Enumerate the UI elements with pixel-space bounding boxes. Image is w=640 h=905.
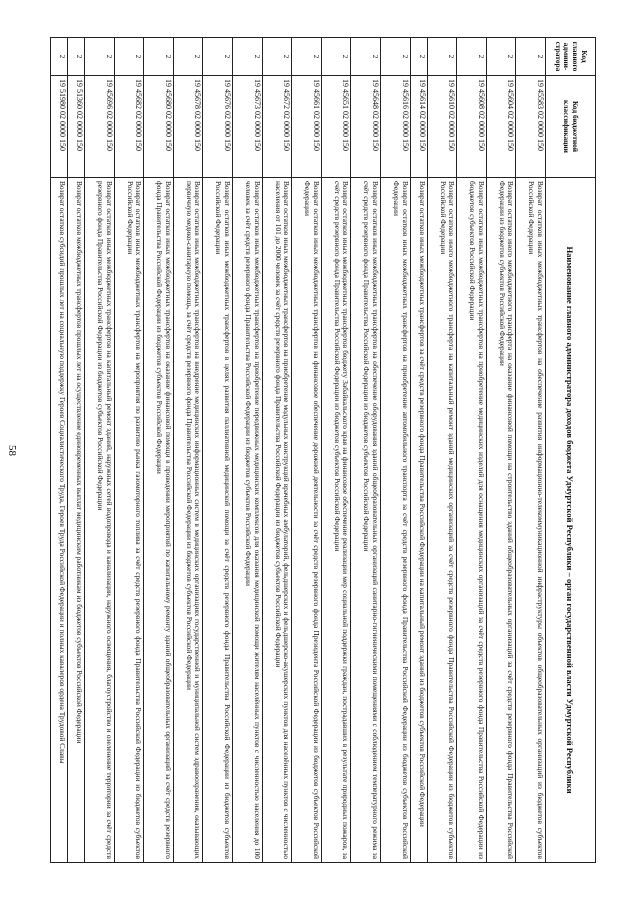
table-row — [457, 38, 487, 863]
row-budget-code: 19 45682 02 0000 150 — [114, 76, 144, 178]
row-admin-code: 2 — [203, 38, 233, 76]
row-admin-code: 2 — [457, 38, 487, 76]
table-row — [410, 38, 427, 863]
row-admin-code: 2 — [516, 38, 546, 76]
rotated-table-wrapper — [50, 37, 596, 863]
row-admin-code: 2 — [351, 38, 381, 76]
table-row — [203, 38, 233, 863]
table-row — [292, 38, 322, 863]
table-row — [427, 38, 457, 863]
row-name: Возврат остатков иных межбюджетных трансфертов бюджету Забайкальского края на финансовое обеспечение реализации мер социальной поддержки граждан, пострадавших в результате природных пожаров, за счёт средств резервного фонда Правительства Российской Федерации из бюджетов субъектов Российской Федерации — [321, 178, 351, 863]
row-budget-code: 19 45604 02 0000 150 — [486, 76, 516, 178]
row-admin-code: 2 — [114, 38, 144, 76]
row-name: Возврат остатков иных межбюджетных трансфертов на приобретение автомобильного транспорта за счёт средств резервного фонда Правительства Российской Федерации из бюджетов субъектов Российской Федерации — [381, 178, 411, 863]
row-admin-code: 2 — [410, 38, 427, 76]
table-row — [51, 38, 68, 863]
row-name: Возврат остатков иных межбюджетных трансфертов на оказание финансовой помощи в проведении мероприятий по капитальному ремонту зданий общеобразовательных организаций за счёт средств резервного фонда Правительства Российской Федерации из бюджетов субъектов Российской Федерации — [144, 178, 174, 863]
table-row — [321, 38, 351, 863]
row-budget-code: 19 45608 02 0000 150 — [457, 76, 487, 178]
row-admin-code: 2 — [427, 38, 457, 76]
row-budget-code: 19 45673 02 0000 150 — [233, 76, 263, 178]
row-name: Возврат остатков иных межбюджетных трансфертов на финансовое обеспечение дорожной деятельности за счёт средств резервного фонда Президента Российской Федерации из бюджетов субъектов Российской Федерации — [292, 178, 322, 863]
table-row — [68, 38, 85, 863]
table-row — [516, 38, 546, 863]
table-row — [114, 38, 144, 863]
page-number: 58 — [6, 445, 18, 456]
row-name: Возврат остатков иных межбюджетных трансфертов на мероприятия по развитию рынка газомоторного топлива за счёт средств резервного фонда Правительства Российской Федерации из бюджетов субъектов Российской Федерации — [114, 178, 144, 863]
budget-codes-table — [50, 37, 596, 863]
table-row — [351, 38, 381, 863]
row-admin-code: 2 — [321, 38, 351, 76]
row-budget-code: 19 45672 02 0000 150 — [262, 76, 292, 178]
row-name: Возврат остатков иного межбюджетного трансферта на капитальный ремонт зданий медицинских организаций за счёт средств резервного фонда Правительства Российской Федерации из бюджетов субъектов Российской Федерации — [427, 178, 457, 863]
row-admin-code: 2 — [144, 38, 174, 76]
row-name: Возврат остатков субсидий прошлых лет на социальную поддержку Героев Социалистического Труда, Героев Труда Российской Федерации и полных кавалеров ордена Трудовой Славы — [51, 178, 68, 863]
table-row — [233, 38, 263, 863]
table-row — [85, 38, 115, 863]
row-name: Возврат остатков межбюджетных трансфертов прошлых лет на осуществление единовременных выплат медицинским работникам из бюджетов субъектов Российской Федерации — [68, 178, 85, 863]
row-name: Возврат остатков иных межбюджетных трансфертов на капитальный ремонт зданий, наружных сетей водопровода и канализации, наружного освещения, благоустройство и озеленение территории за счёт средств резервного фонда Правительства Российской Федерации из бюджетов субъектов Российской Федерации — [85, 178, 115, 863]
row-admin-code: 2 — [51, 38, 68, 76]
row-budget-code: 19 45583 02 0000 150 — [516, 76, 546, 178]
table-row — [262, 38, 292, 863]
row-admin-code: 2 — [173, 38, 203, 76]
row-name: Возврат остатков иного межбюджетного трансферта на оказание финансовой помощи на строительство зданий общеобразовательных организаций за счёт средств резервного фонда Правительства Российской Федерации из бюджетов субъектов Российской Федерации — [486, 178, 516, 863]
table-row — [486, 38, 516, 863]
row-name: Возврат остатков иных межбюджетных трансфертов на обеспечение развития информационно-телекоммуникационной инфраструктуры объектов общеобразовательных организаций из бюджетов субъектов Российской Федерации — [516, 178, 546, 863]
row-admin-code: 2 — [233, 38, 263, 76]
row-budget-code: 19 45696 02 0000 150 — [85, 76, 115, 178]
table-row — [173, 38, 203, 863]
row-budget-code: 19 51980 02 0000 150 — [51, 76, 68, 178]
row-budget-code: 19 45651 02 0000 150 — [321, 76, 351, 178]
row-budget-code: 19 45614 02 0000 150 — [410, 76, 427, 178]
table-body — [51, 38, 546, 863]
header-name: Наименование главного администратора доходов бюджета Удмуртской Республики – орган государственной власти Удмуртской Республики — [546, 178, 596, 863]
table-row — [144, 38, 174, 863]
row-name: Возврат остатков иных межбюджетных трансфертов на внедрение медицинских информационных систем в медицинских организациях государственной и муниципальной систем здравоохранения, оказывающих первичную медико-санитарную помощь, за счёт средств резервного фонда Правительства Российской Федерации из бюджетов субъектов Российской Федерации — [173, 178, 203, 863]
table-header-row — [546, 38, 596, 863]
row-admin-code: 2 — [68, 38, 85, 76]
row-name: Возврат остатков иных межбюджетных трансфертов на приобретение медицинских изделий для оснащения медицинских организаций за счёт средств резервного фонда Правительства Российской Федерации из бюджетов субъектов Российской Федерации — [457, 178, 487, 863]
header-budget-code: Код бюджетной классификации — [546, 76, 596, 178]
row-budget-code: 19 51360 02 0000 150 — [68, 76, 85, 178]
row-budget-code: 19 45678 02 0000 150 — [173, 76, 203, 178]
row-admin-code: 2 — [262, 38, 292, 76]
row-admin-code: 2 — [292, 38, 322, 76]
row-budget-code: 19 45680 02 0000 150 — [144, 76, 174, 178]
row-name: Возврат остатков иных межбюджетных трансфертов в целях развития паллиативной медицинской помощи за счёт средств резервного фонда Правительства Российской Федерации из бюджетов субъектов Российской Федерации — [203, 178, 233, 863]
row-budget-code: 19 45648 02 0000 150 — [351, 76, 381, 178]
row-budget-code: 19 45616 02 0000 150 — [381, 76, 411, 178]
row-admin-code: 2 — [486, 38, 516, 76]
table-row — [381, 38, 411, 863]
row-name: Возврат остатков иных межбюджетных трансфертов на обеспечение оборудования зданий общеобразовательных организаций санитарно-гигиеническими помещениями с соблюдением температурного режима за счёт средств резервного фонда Правительства Российской Федерации из бюджетов субъектов Российской Федерации — [351, 178, 381, 863]
row-budget-code: 19 45610 02 0000 150 — [427, 76, 457, 178]
row-admin-code: 2 — [381, 38, 411, 76]
row-budget-code: 19 45676 02 0000 150 — [203, 76, 233, 178]
row-admin-code: 2 — [85, 38, 115, 76]
row-name: Возврат остатков иных межбюджетных трансфертов на приобретение передвижных медицинских комплексов для оказания медицинской помощи жителям населённых пунктов с численностью населения до 100 человек за счёт средств резервного фонда Правительства Российской Федерации из бюджетов субъектов Российской Федерации — [233, 178, 263, 863]
header-admin-code: Код главного админи-стратора — [546, 38, 596, 76]
row-budget-code: 19 45661 02 0000 150 — [292, 76, 322, 178]
row-name: Возврат остатков иных межбюджетных трансфертов за счёт средств резервного фонда Правительства Российской Федерации на капитальный ремонт зданий из бюджетов субъектов Российской Федерации — [410, 178, 427, 863]
row-name: Возврат остатков иных межбюджетных трансфертов на приобретение модульных конструкций врачебных амбулаторий, фельдшерских и фельдшерско-акушерских пунктов для населённых пунктов с численностью населения от 101 до 2000 человек за счёт средств резервного фонда Правительства Российской Федерации из бюджетов субъектов Российской Федерации — [262, 178, 292, 863]
